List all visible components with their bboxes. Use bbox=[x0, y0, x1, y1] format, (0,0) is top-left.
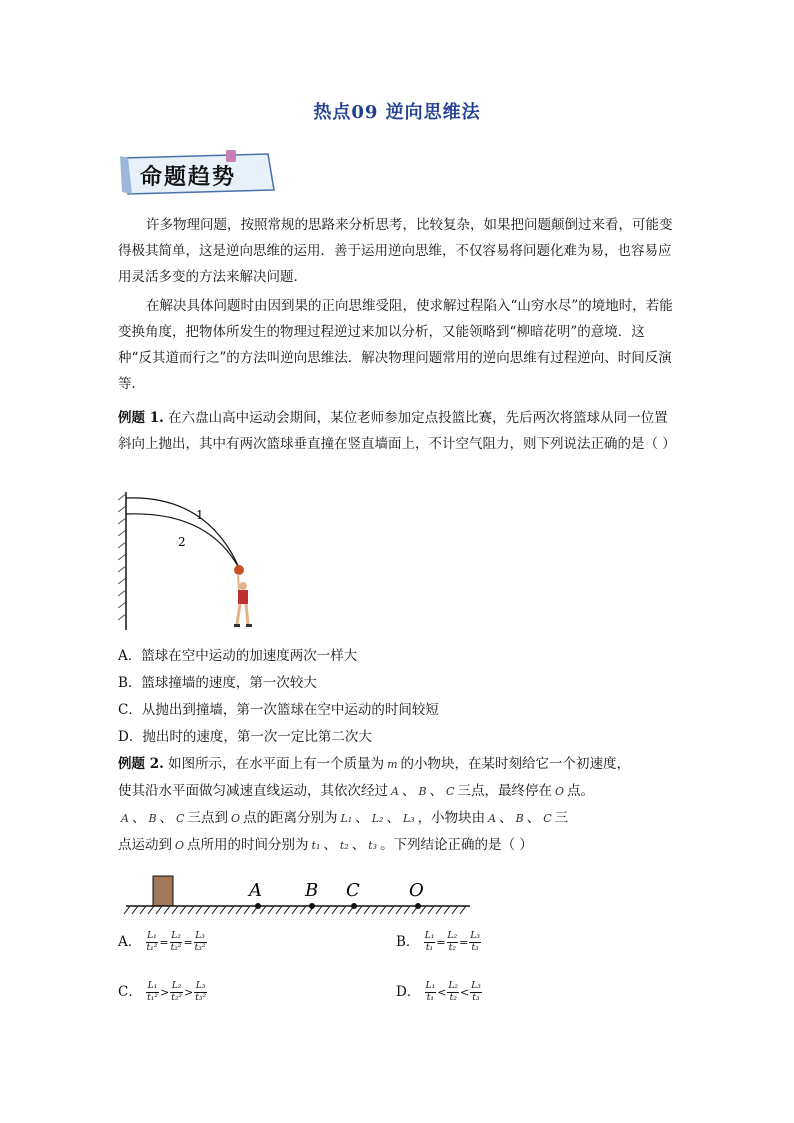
curve1-label: 1 bbox=[196, 508, 204, 522]
example2-question bbox=[118, 751, 678, 859]
player-icon bbox=[234, 565, 252, 627]
ground-hatch-mark bbox=[292, 906, 298, 914]
example2-option-b: B． $\frac{\text{L₁}}{\text{t₁}}$ = $\frac{\text{L₂}}{\text{t₂}}$ = $\frac{\text{L₃}}{\text{t₃}}$ bbox=[396, 931, 480, 953]
point-o-dot bbox=[415, 903, 421, 909]
example1-option-c: C．从抛出到撞墙，第一次篮球在空中运动的时间较短 bbox=[118, 702, 439, 718]
ground-hatch-mark bbox=[148, 906, 154, 914]
trajectory-1 bbox=[126, 498, 240, 570]
topic-badge bbox=[118, 150, 278, 196]
ground-hatch-mark bbox=[372, 906, 378, 914]
example1-option-d: D．抛出时的速度，第一次一定比第二次大 bbox=[118, 729, 372, 745]
track-figure bbox=[118, 872, 478, 920]
basketball-figure bbox=[118, 490, 278, 635]
ground-hatch-mark bbox=[276, 906, 282, 914]
ground-hatch-mark bbox=[444, 906, 450, 914]
ground-hatch-mark bbox=[428, 906, 434, 914]
example2-line-2: 使其沿水平面做匀减速直线运动，其依次经过 A 、 B 、 C 三点，最终停在 O 点。 bbox=[118, 783, 594, 799]
ground-hatch-mark bbox=[364, 906, 370, 914]
ground-hatch-mark bbox=[132, 906, 138, 914]
ground-hatch-mark bbox=[140, 906, 146, 914]
ground-hatch-mark bbox=[284, 906, 290, 914]
ground-hatch-mark bbox=[380, 906, 386, 914]
ground-hatch-mark bbox=[236, 906, 242, 914]
point-o-label: O bbox=[409, 880, 424, 901]
example1-option-b: B．篮球撞墙的速度，第一次较大 bbox=[118, 675, 317, 691]
ground-hatch-mark bbox=[324, 906, 330, 914]
ground-hatch-mark bbox=[388, 906, 394, 914]
example1-question bbox=[118, 405, 678, 457]
ground-hatch-mark bbox=[340, 906, 346, 914]
ground-hatch-mark bbox=[332, 906, 338, 914]
example2-label: 例题 2. bbox=[118, 756, 164, 772]
point-c-dot bbox=[351, 903, 357, 909]
ground-hatch-mark bbox=[404, 906, 410, 914]
ground-hatch-mark bbox=[220, 906, 226, 914]
page-title: 热点09 逆向思维法 bbox=[313, 102, 481, 123]
ground-hatch-mark bbox=[164, 906, 170, 914]
point-a-dot bbox=[255, 903, 261, 909]
ground-hatch-mark bbox=[156, 906, 162, 914]
ground-hatch-mark bbox=[188, 906, 194, 914]
example2-line-1: 例题 2. 如图所示，在水平面上有一个质量为 m 的小物块，在某时刻给它一个初速度， bbox=[118, 756, 631, 772]
point-b-dot bbox=[309, 903, 315, 909]
curve2-label: 2 bbox=[178, 535, 186, 549]
example1-label: 例题 1. bbox=[118, 410, 164, 426]
intro-paragraph-1: 许多物理问题，按照常规的思路来分析思考，比较复杂，如果把问题颠倒过来看，可能变得极其简单，这是逆向思维的运用．善于运用逆向思维，不仅容易将问题化难为易，也容易应用灵活多变的方法来解决问题． bbox=[118, 217, 673, 285]
ground-hatch-mark bbox=[260, 906, 266, 914]
ground-hatch-mark bbox=[204, 906, 210, 914]
ground-hatch-mark bbox=[396, 906, 402, 914]
example2-option-a: A． $\frac{\text{L₁}}{\text{t₁²}}$ = $\frac{\text{L₂}}{\text{t₂²}}$ = $\frac{\text{L₃}}{\text{t₃²}}$ bbox=[118, 931, 206, 953]
example2-option-c: C． $\frac{\text{L₁}}{\text{t₁²}}$ > $\frac{\text{L₂}}{\text{t₂²}}$ > $\frac{\text{L₃}}{\text{t₃²}}$ bbox=[118, 981, 207, 1003]
point-b-label: B bbox=[305, 880, 319, 901]
ground-hatch-mark bbox=[316, 906, 322, 914]
example2-option-d: D． $\frac{\text{L₁}}{\text{t₁}}$ < $\frac{\text{L₂}}{\text{t₂}}$ < $\frac{\text{L₃}}{\text{t₃}}$ bbox=[396, 981, 481, 1003]
block-icon bbox=[153, 876, 173, 906]
example2-line-3: A 、 B 、 C 三点到 O 点的距离分别为 L₁ 、 L₂ 、 L₃ ，小物块由 A 、 B 、 C 三 bbox=[121, 810, 569, 826]
ground-hatch-mark bbox=[300, 906, 306, 914]
ground-hatch-mark bbox=[356, 906, 362, 914]
example2-line-4: 点运动到 O 点所用的时间分别为 t₁ 、 t₂ 、 t₃ 。下列结论正确的是（ ） bbox=[118, 837, 533, 853]
ground-hatch-mark bbox=[124, 906, 130, 914]
ground-hatch-mark bbox=[436, 906, 442, 914]
ground-hatch-mark bbox=[268, 906, 274, 914]
example1-option-a: A．篮球在空中运动的加速度两次一样大 bbox=[118, 648, 358, 664]
ground-hatch-mark bbox=[212, 906, 218, 914]
ground-hatch-mark bbox=[196, 906, 202, 914]
ground-hatch-mark bbox=[172, 906, 178, 914]
ground-hatch-mark bbox=[228, 906, 234, 914]
ground-hatch-mark bbox=[180, 906, 186, 914]
point-a-label: A bbox=[249, 880, 262, 901]
ground-hatch-mark bbox=[460, 906, 466, 914]
ground-hatch-mark bbox=[420, 906, 426, 914]
intro-paragraph-2: 在解决具体问题时由因到果的正向思维受阻，使求解过程陷入“山穷水尽”的境地时，若能变换角度，把物体所发生的物理过程逆过来加以分析，又能领略到“柳暗花明”的意境．这种“反其道而行之”的方法叫逆向思维法．解决物理问题常用的逆向思维有过程逆向、时间反演等． bbox=[118, 298, 673, 392]
ground-hatch-mark bbox=[452, 906, 458, 914]
example1-text: 在六盘山高中运动会期间，某位老师参加定点投篮比赛，先后两次将篮球从同一位置斜向上抛出，其中有两次篮球垂直撞在竖直墙面上，不计空气阻力，则下列说法正确的是（ ） bbox=[118, 410, 676, 452]
ground-hatch-mark bbox=[244, 906, 250, 914]
point-c-label: C bbox=[346, 880, 360, 901]
badge-label: 命题趋势 bbox=[140, 165, 237, 190]
